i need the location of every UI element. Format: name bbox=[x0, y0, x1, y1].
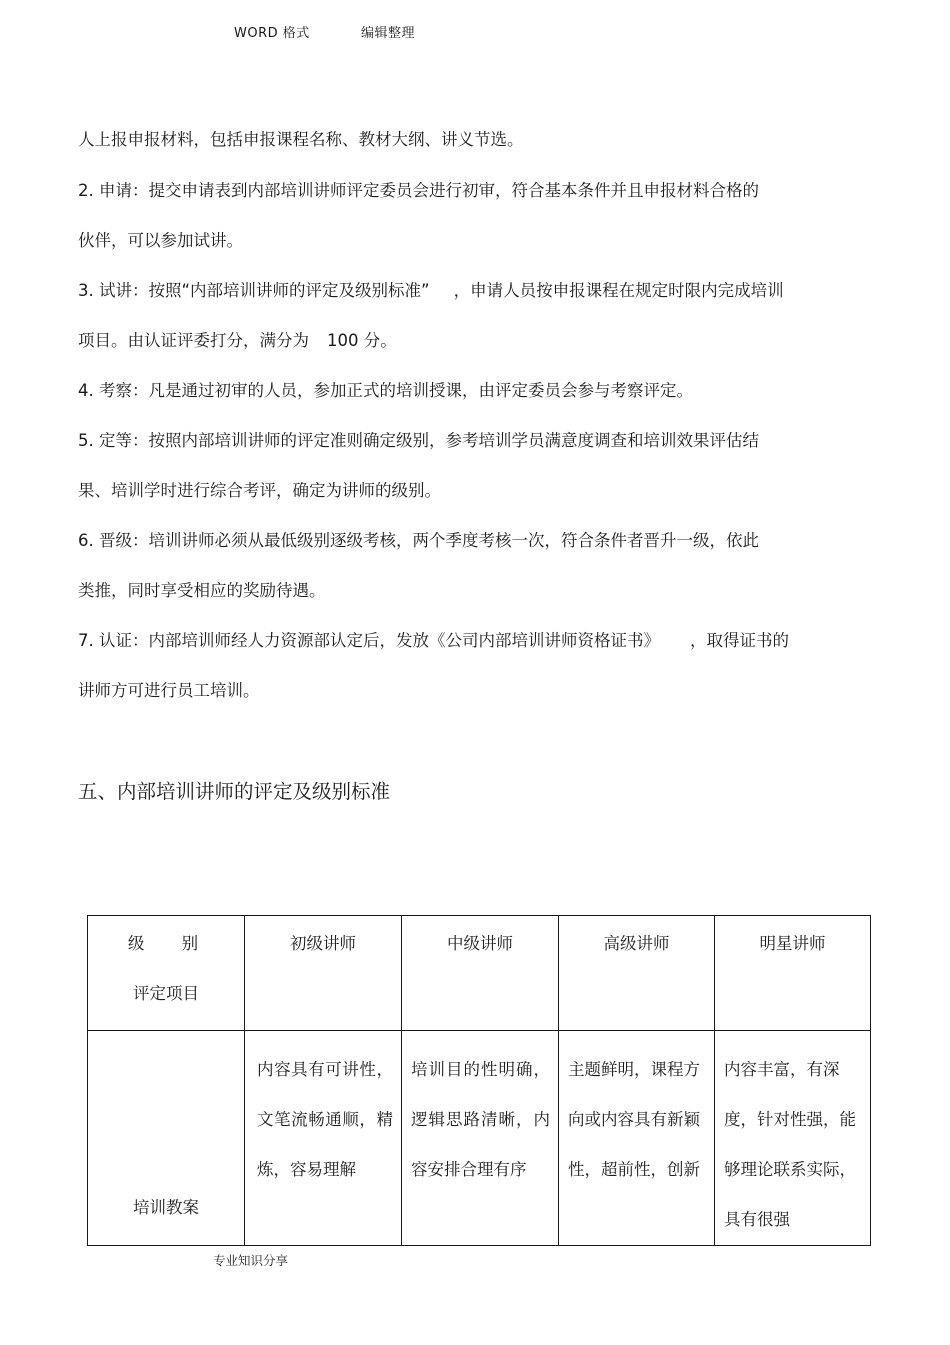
paragraph-line: 人上报申报材料，包括申报课程名称、教材大纲、讲义节选。 bbox=[78, 130, 524, 149]
paragraph-line: 伙伴，可以参加试讲。 bbox=[78, 231, 243, 250]
header-junior: 初级讲师 bbox=[245, 916, 402, 1031]
step-grade: 5. 定等：按照内部培训讲师的评定准则确定级别，参考培训学员满意度调查和培训效果评估结 bbox=[78, 431, 759, 450]
paragraph-line: 果、培训学时进行综合考评，确定为讲师的级别。 bbox=[78, 481, 441, 500]
header-senior: 高级讲师 bbox=[559, 916, 715, 1031]
header-star: 明星讲师 bbox=[715, 916, 871, 1031]
step-trial-part2: ，申请人员按申报课程在规定时限内完成培训 bbox=[453, 281, 784, 300]
section-title: 五、内部培训讲师的评定及级别标准 bbox=[78, 780, 391, 803]
corner-item-label: 评定项目 bbox=[133, 984, 199, 1003]
level-standards-table bbox=[87, 915, 871, 1246]
step-promote: 6. 晋级：培训讲师必须从最低级别逐级考核，两个季度考核一次，符合条件者晋升一级，依此 bbox=[78, 531, 759, 550]
cell-star-plan: 内容丰富，有深度，针对性强，能够理论联系实际，具有很强 bbox=[715, 1031, 871, 1246]
row-label-cell bbox=[88, 1031, 245, 1246]
corner-level-label: 级 别 bbox=[127, 934, 215, 953]
score-value: 100 分。 bbox=[327, 331, 397, 350]
step-certify-part1: 7. 认证：内部培训师经人力资源部认定后，发放《公司内部培训讲师资格证书》 bbox=[78, 631, 660, 650]
score-text: 项目。由认证评委打分，满分为 bbox=[78, 331, 309, 350]
paragraph-line: 类推，同时享受相应的奖励待遇。 bbox=[78, 581, 326, 600]
step-certify-part2: ，取得证书的 bbox=[690, 631, 789, 650]
step-inspect: 4. 考察：凡是通过初审的人员，参加正式的培训授课，由评定委员会参与考察评定。 bbox=[78, 381, 693, 400]
header-edit-label: 编辑整理 bbox=[361, 26, 416, 41]
header-format-label: WORD 格式 bbox=[234, 26, 310, 41]
step-trial-part1: 3. 试讲：按照“内部培训讲师的评定及级别标准” bbox=[78, 281, 430, 300]
step-certify bbox=[78, 630, 789, 652]
table-header-row bbox=[88, 916, 871, 1031]
table-row bbox=[88, 1031, 871, 1246]
row-label: 培训教案 bbox=[133, 1198, 199, 1217]
cell-intermediate-plan: 培训目的性明确，逻辑思路清晰，内容安排合理有序 bbox=[402, 1031, 559, 1246]
footer-text: 专业知识分享 bbox=[213, 1253, 289, 1268]
step-apply: 2. 申请：提交申请表到内部培训讲师评定委员会进行初审，符合基本条件并且申报材料合格的 bbox=[78, 181, 759, 200]
cell-senior-plan: 主题鲜明，课程方向或内容具有新颖性，超前性，创新 bbox=[559, 1031, 715, 1246]
cell-junior-plan: 内容具有可讲性，文笔流畅通顺，精炼，容易理解 bbox=[245, 1031, 402, 1246]
header-intermediate: 中级讲师 bbox=[402, 916, 559, 1031]
step-trial bbox=[78, 280, 784, 302]
paragraph-line bbox=[78, 330, 397, 352]
paragraph-line: 讲师方可进行员工培训。 bbox=[78, 681, 260, 700]
corner-header-cell bbox=[88, 916, 245, 1031]
